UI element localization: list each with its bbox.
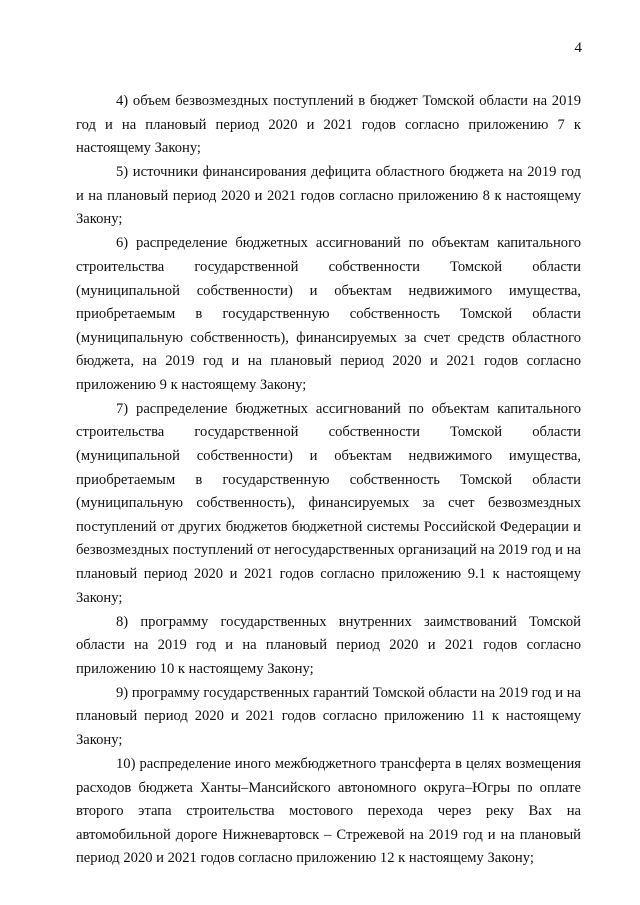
paragraph-item-6: 6) распределение бюджетных ассигнований по объектам капитального строительства государственной собственности Томской области (муниципальной собственности) и объектам недвижимого имущества, приобретаемым в государственную собственность Томской области (муниципальную собственность), финансируемых за счет средств областного бюджета, на 2019 год и на плановый период 2020 и 2021 годов согласно приложению 9 к настоящему Закону; [76,235,581,393]
paragraph-item-8: 8) программу государственных внутренних заимствований Томской области на 2019 год и на плановый период 2020 и 2021 годов согласно приложению 10 к настоящему Закону; [76,613,581,677]
paragraph-item-9: 9) программу государственных гарантий Томской области на 2019 год и на плановый период 2020 и 2021 годов согласно приложению 11 к настоящему Закону; [76,684,581,748]
paragraph-item-5: 5) источники финансирования дефицита областного бюджета на 2019 год и на плановый период 2020 и 2021 годов согласно приложению 8 к настоящему Закону; [76,164,581,228]
paragraph-item-7: 7) распределение бюджетных ассигнований по объектам капитального строительства государственной собственности Томской области (муниципальной собственности) и объектам недвижимого имущества, приобретаемым в государственную собственность Томской области (муниципальную собственность), финансируемых за счет безвозмездных поступлений от других бюджетов бюджетной системы Российской Федерации и безвозмездных поступлений от негосударственных организаций на 2019 год и на плановый период 2020 и 2021 годов согласно приложению 9.1 к настоящему Закону; [76,400,581,606]
page-number: 4 [574,40,582,56]
document-body [76,90,581,871]
paragraph-item-10: 10) распределение иного межбюджетного трансферта в целях возмещения расходов бюджета Ханты–Мансийского автономного округа–Югры по оплате второго этапа строительства мостового перехода через реку Вах на автомобильной дороге Нижневартовск – Стрежевой на 2019 год и на плановый период 2020 и 2021 годов согласно приложению 12 к настоящему Закону; [76,755,581,867]
paragraph-item-4: 4) объем безвозмездных поступлений в бюджет Томской области на 2019 год и на плановый период 2020 и 2021 годов согласно приложению 7 к настоящему Закону; [76,93,581,157]
